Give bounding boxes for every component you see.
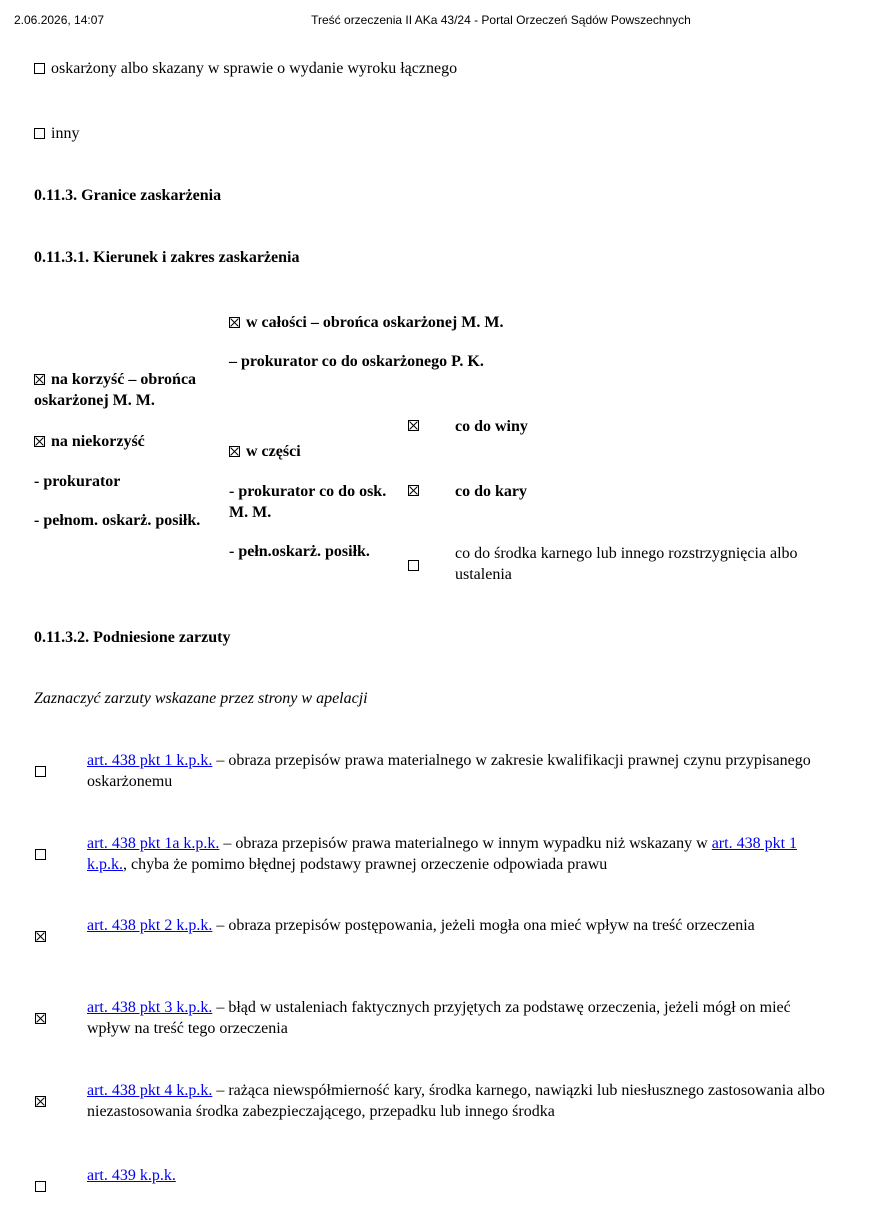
direction-heading: 0.11.3.1. Kierunek i zakres zaskarżenia: [34, 249, 300, 266]
partial-item-measure: co do środka karnego lub innego rozstrzygnięcia albo ustalenia: [455, 545, 798, 583]
checkbox-checked[interactable]: [34, 374, 45, 385]
checkbox-unchecked[interactable]: [35, 766, 46, 777]
checkbox-checked[interactable]: [35, 1013, 46, 1024]
checkbox-checked[interactable]: [408, 420, 419, 431]
article-link[interactable]: art. 438 pkt 1a k.p.k.: [87, 835, 220, 852]
scope-whole-label: w całości – obrońca oskarżonej M. M.: [246, 314, 504, 331]
charge-description: – obraza przepisów prawa materialnego w innym wypadku niż wskazany w: [219, 835, 712, 852]
checkbox-checked[interactable]: [229, 317, 240, 328]
against-party: - prokurator: [34, 473, 121, 490]
checkbox-unchecked[interactable]: [35, 849, 46, 860]
charges-instruction: Zaznaczyć zarzuty wskazane przez strony w apelacji: [34, 690, 368, 707]
limits-heading: 0.11.3. Granice zaskarżenia: [34, 187, 222, 204]
direction-favor: [34, 369, 234, 411]
appellant-option-other: [34, 123, 79, 144]
charge-row: [87, 750, 827, 792]
charge-row: [87, 997, 827, 1039]
article-link[interactable]: art. 438 pkt 3 k.p.k.: [87, 999, 213, 1016]
direction-favor-label: na korzyść – obrońca oskarżonej M. M.: [34, 371, 197, 409]
article-link[interactable]: art. 439 k.p.k.: [87, 1167, 176, 1184]
direction-against: [34, 431, 145, 452]
scope-whole-extra: – prokurator co do oskarżonego P. K.: [229, 353, 484, 370]
article-link[interactable]: art. 438 pkt 1 k.p.k.: [87, 752, 213, 769]
charge-row: [87, 1165, 827, 1186]
charge-description: , chyba że pomimo błędnej podstawy prawnej orzeczenie odpowiada prawu: [123, 856, 608, 873]
partial-party: - pełn.oskarż. posiłk.: [229, 543, 370, 560]
checkbox-checked[interactable]: [35, 931, 46, 942]
checkbox-checked[interactable]: [408, 485, 419, 496]
against-party: - pełnom. oskarż. posiłk.: [34, 512, 201, 529]
checkbox-unchecked[interactable]: [34, 128, 45, 139]
charge-row: [87, 833, 827, 875]
appellant-option-label: oskarżony albo skazany w sprawie o wydanie wyroku łącznego: [51, 60, 458, 77]
checkbox-checked[interactable]: [35, 1096, 46, 1107]
print-datetime: 2.06.2026, 14:07: [14, 13, 105, 27]
checkbox-checked[interactable]: [34, 436, 45, 447]
checkbox-unchecked[interactable]: [408, 560, 419, 571]
charge-description: – rażąca niewspółmierność kary, środka karnego, nawiązki lub niesłusznego zastosowania albo niezastosowania środka zabezpieczającego, przepadku lub innego środka: [87, 1082, 825, 1120]
charge-description: – obraza przepisów postępowania, jeżeli mogła ona mieć wpływ na treść orzeczenia: [212, 917, 755, 934]
partial-item-penalty: co do kary: [455, 483, 527, 500]
charge-description: – błąd w ustaleniach faktycznych przyjętych za podstawę orzeczenia, jeżeli mógł on mieć wpływ na treść tego orzeczenia: [87, 999, 791, 1037]
checkbox-checked[interactable]: [229, 446, 240, 457]
charge-description: – obraza przepisów prawa materialnego w zakresie kwalifikacji prawnej czynu przypisanego oskarżonemu: [87, 752, 811, 790]
checkbox-unchecked[interactable]: [35, 1181, 46, 1192]
scope-partial: [229, 441, 301, 462]
direction-against-label: na niekorzyść: [51, 433, 145, 450]
partial-party: - prokurator co do osk. M. M.: [229, 483, 387, 521]
scope-partial-label: w części: [246, 443, 301, 460]
appellant-option-sentenced: [34, 58, 457, 79]
article-link[interactable]: art. 438 pkt 4 k.p.k.: [87, 1082, 213, 1099]
charge-row: [87, 1080, 827, 1122]
appellant-option-label: inny: [51, 125, 80, 142]
charges-heading: 0.11.3.2. Podniesione zarzuty: [34, 629, 231, 646]
article-link[interactable]: art. 438 pkt 2 k.p.k.: [87, 917, 213, 934]
scope-whole: [229, 312, 503, 333]
partial-item-guilt: co do winy: [455, 418, 528, 435]
article-link[interactable]: art. 438 pkt 1 k.p.k.: [87, 835, 798, 873]
checkbox-unchecked[interactable]: [34, 63, 45, 74]
print-page-title: Treść orzeczenia II AKa 43/24 - Portal Orzeczeń Sądów Powszechnych: [311, 13, 691, 27]
charge-row: [87, 915, 827, 936]
